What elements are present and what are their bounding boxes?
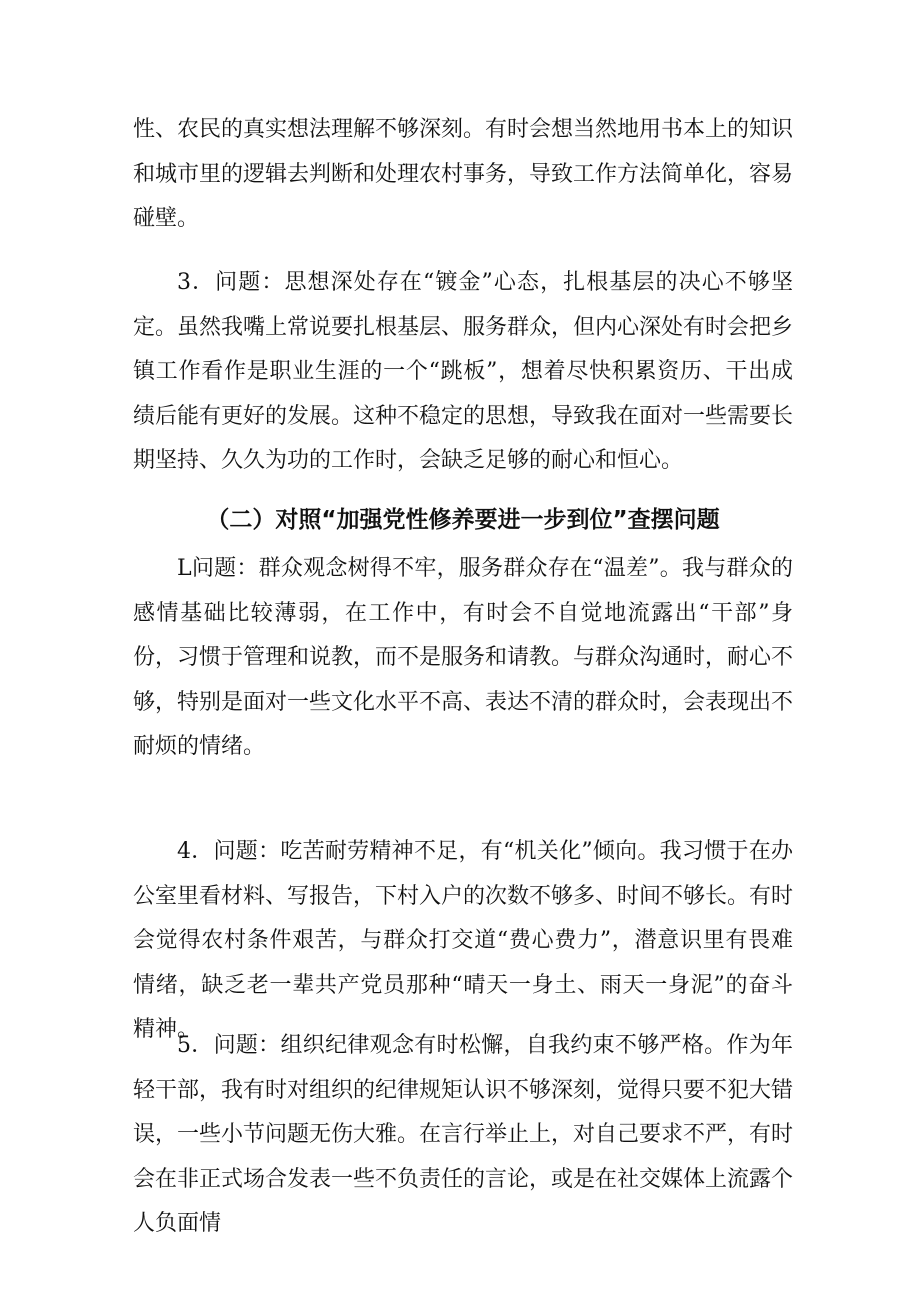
paragraph-problem-4: 4．问题：吃苦耐劳精神不足，有“机关化”倾向。我习惯于在办公室里看材料、写报告，下村入户的次数不够多、时间不够长。有时会觉得农村条件艰苦，与群众打交道“费心费力”，潜意识里有畏难情绪，缺乏老一辈共产党员那种“晴天一身土、雨天一身泥”的奋斗精神。 <box>133 839 794 1042</box>
section-heading: （二）对照“加强党性修养要进一步到位”查摆问题 <box>206 507 720 533</box>
paragraph-problem-3: 3．问题：思想深处存在“镀金”心态，扎根基层的决心不够坚定。虽然我嘴上常说要扎根基层、服务群众，但内心深处有时会把乡镇工作看作是职业生涯的一个“跳板”，想着尽快积累资历、干出成绩后能有更好的发展。这种不稳定的思想，导致我在面对一些需要长期坚持、久久为功的工作时，会缺乏足够的耐心和恒心。 <box>133 270 794 473</box>
paragraph-problem-1: L问题：群众观念树得不牢，服务群众存在“温差”。我与群众的感情基础比较薄弱，在工作中，有时会不自觉地流露出“干部”身份，习惯于管理和说教，而不是服务和请教。与群众沟通时，耐心不够，特别是面对一些文化水平不高、表达不清的群众时，会表现出不耐烦的情绪。 <box>133 556 794 759</box>
paragraph-problem-5: 5．问题：组织纪律观念有时松懈，自我约束不够严格。作为年轻干部，我有时对组织的纪律规矩认识不够深刻，觉得只要不犯大错误，一些小节问题无伤大雅。在言行举止上，对自己要求不严，有时会在非正式场合发表一些不负责任的言论，或是在社交媒体上流露个人负面情 <box>133 1033 794 1236</box>
paragraph-continuation: 性、农民的真实想法理解不够深刻。有时会想当然地用书本上的知识和城市里的逻辑去判断和处理农村事务，导致工作方法简单化，容易碰壁。 <box>133 117 794 231</box>
